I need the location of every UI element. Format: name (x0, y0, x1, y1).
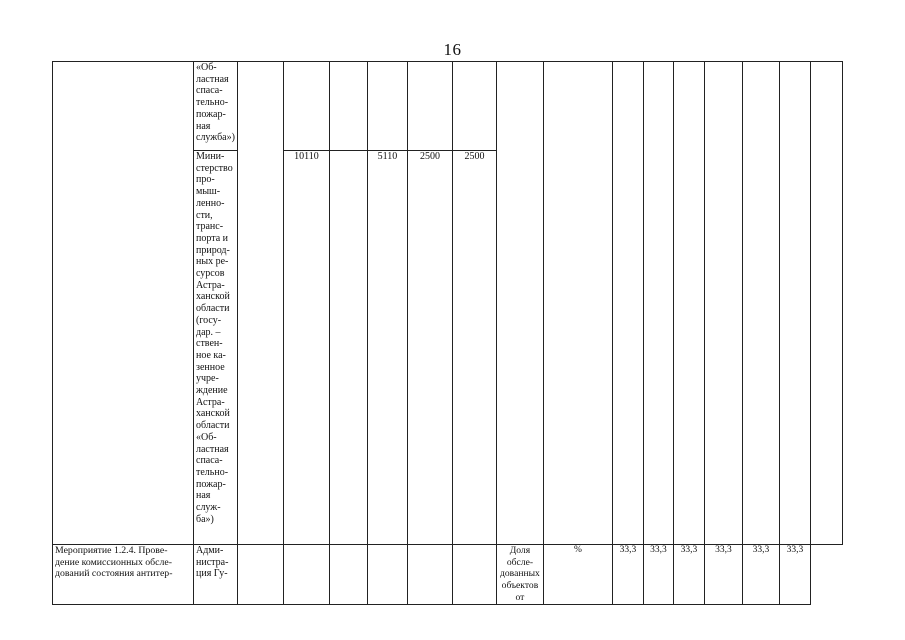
indicator-value: 33,3 (673, 545, 704, 605)
blank-cell (810, 62, 842, 545)
indicator-name: Доля обсле- дованных объектов от (496, 545, 543, 605)
amount-year: 5110 (367, 151, 407, 545)
blank-cell (496, 62, 543, 545)
table-row (53, 62, 843, 151)
blank-cell (407, 62, 452, 151)
blank-cell (643, 62, 673, 545)
indicator-value: 33,3 (643, 545, 673, 605)
amount-year: 2500 (407, 151, 452, 545)
amount-total: 10110 (283, 151, 329, 545)
blank-cell (452, 545, 496, 605)
blank-cell (407, 545, 452, 605)
amount-year: 2500 (452, 151, 496, 545)
blank-cell (283, 62, 329, 151)
table-row (53, 545, 843, 605)
blank-cell (543, 62, 612, 545)
blank-cell (53, 62, 194, 545)
blank-cell (742, 62, 779, 545)
executor-cell: Адми- нистра- ция Гу- (194, 545, 238, 605)
indicator-value: 33,3 (779, 545, 810, 605)
indicator-value: 33,3 (742, 545, 779, 605)
program-table (52, 61, 843, 605)
blank-cell (779, 62, 810, 545)
page-number: 16 (443, 40, 462, 59)
indicator-value: 33,3 (612, 545, 643, 605)
blank-cell (367, 62, 407, 151)
blank-cell (329, 62, 367, 151)
blank-cell (237, 545, 283, 605)
blank-cell (704, 62, 742, 545)
blank-cell (367, 545, 407, 605)
blank-cell (673, 62, 704, 545)
amount-year (329, 151, 367, 545)
blank-cell (237, 62, 283, 545)
blank-cell (329, 545, 367, 605)
executor-cell: Мини- стерство про- мыш- ленно- сти, транс- порта и природ- ных ре- сурсов Астра- ханской области (госу- дар. – ствен- ное ка- зенное учре- ждение Астра- ханской области «Об- ластная спаса- тельно- пожар- ная служ- ба») (194, 151, 238, 545)
blank-cell (452, 62, 496, 151)
blank-cell (283, 545, 329, 605)
activity-name: Мероприятие 1.2.4. Прове- дение комиссионных обсле- дований состояния антитер- (53, 545, 194, 605)
blank-cell (612, 62, 643, 545)
unit-cell: % (543, 545, 612, 605)
executor-cell: «Об- ластная спаса- тельно- пожар- ная служба») (194, 62, 238, 151)
indicator-value: 33,3 (704, 545, 742, 605)
